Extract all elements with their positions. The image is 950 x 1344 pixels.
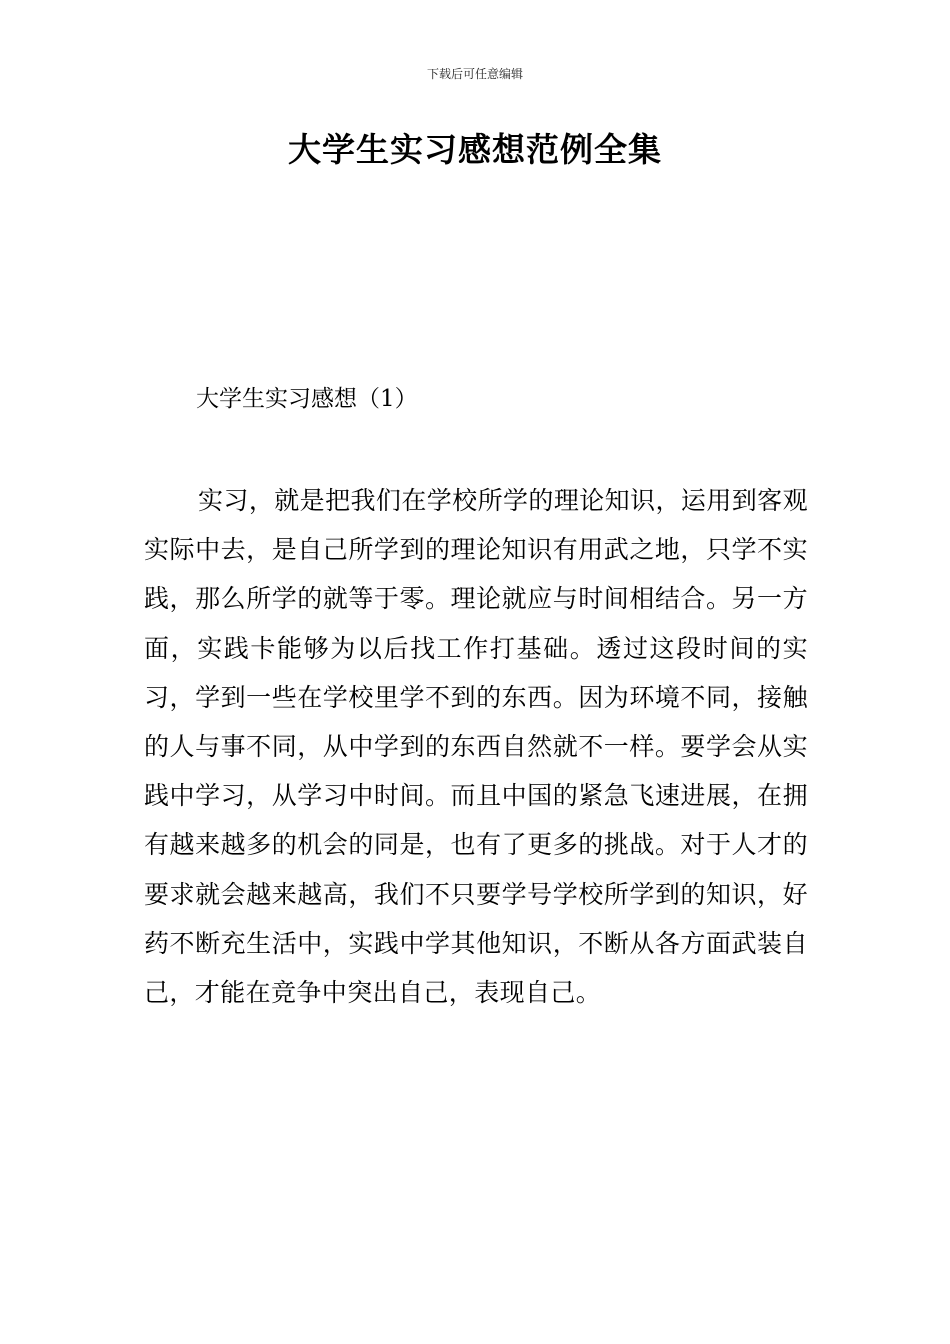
header-note: 下载后可任意编辑 [426, 67, 523, 81]
body-paragraph: 实习，就是把我们在学校所学的理论知识，运用到客观实际中去，是自己所学到的理论知识有用武之地，只学不实践，那么所学的就等于零。理论就应与时间相结合。另一方面，实践卡能够为以后找工作打基础。透过这段时间的实习，学到一些在学校里学不到的东西。因为环境不同，接触的人与事不同，从中学到的东西自然就不一样。要学会从实践中学习，从学习中时间。而且中国的紧急飞速进展，在拥有越来越多的机会的同是，也有了更多的挑战。对于人才的要求就会越来越高，我们不只要学号学校所学到的知识，好药不断充生活中，实践中学其他知识，不断从各方面武装自己，才能在竞争中突出自己，表现自己。 [144, 486, 808, 1008]
section-heading: 大学生实习感想（1） [196, 386, 418, 412]
document-title: 大学生实习感想范例全集 [288, 130, 662, 169]
